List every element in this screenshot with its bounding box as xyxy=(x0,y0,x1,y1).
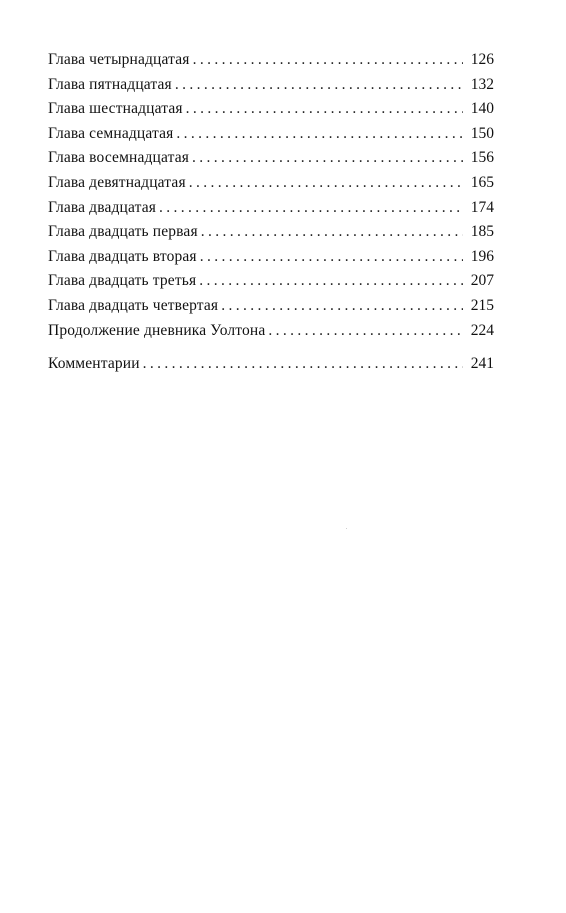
toc-entry-title: Глава двадцать первая xyxy=(48,223,198,241)
toc-entry-title: Глава пятнадцатая xyxy=(48,75,172,93)
toc-entry-title: Глава семнадцатая xyxy=(48,124,174,142)
toc-entry-page: 207 xyxy=(470,272,494,290)
toc-leader-dots xyxy=(176,122,463,147)
toc-entry-page: 140 xyxy=(470,100,494,118)
toc-leader-dots xyxy=(186,97,463,122)
toc-leader-dots xyxy=(193,48,463,73)
toc-leader-dots xyxy=(159,196,463,221)
toc-entry-title: Комментарии xyxy=(48,355,140,373)
toc-entry-page: 174 xyxy=(470,198,494,216)
toc-entry xyxy=(48,196,494,221)
toc-entry-page: 185 xyxy=(470,223,494,241)
paper-speck xyxy=(346,528,347,529)
toc-entry xyxy=(48,146,494,171)
toc-entry-title: Глава двадцатая xyxy=(48,198,157,216)
toc-entry-page: 156 xyxy=(470,149,494,167)
toc-leader-dots xyxy=(268,319,463,344)
toc-leader-dots xyxy=(192,146,463,171)
toc-leader-dots xyxy=(189,171,463,196)
toc-entry xyxy=(48,352,494,377)
toc-leader-dots xyxy=(201,220,463,245)
toc-entry xyxy=(48,220,494,245)
toc-entry-title: Глава шестнадцатая xyxy=(48,100,183,118)
toc-entry xyxy=(48,269,494,294)
toc-entry xyxy=(48,294,494,319)
toc-entry-title: Глава двадцать вторая xyxy=(48,247,197,265)
toc-entry-page: 165 xyxy=(470,173,494,191)
toc-entry-page: 126 xyxy=(470,51,494,68)
toc-entry-page: 150 xyxy=(470,124,494,142)
toc-entry-page: 132 xyxy=(470,75,494,93)
toc-entry xyxy=(48,97,494,122)
toc-entry-page: 196 xyxy=(470,247,494,265)
toc-entry-title: Глава четырнадцатая xyxy=(48,51,190,68)
toc-entry-title: Глава двадцать четвертая xyxy=(48,296,219,314)
toc-entry-page: 215 xyxy=(470,296,494,314)
toc-leader-dots xyxy=(175,73,463,98)
toc-entry xyxy=(48,122,494,147)
toc-entry-page: 241 xyxy=(470,355,494,373)
toc-entry xyxy=(48,73,494,98)
toc-entry-page: 224 xyxy=(470,321,494,339)
toc-entry xyxy=(48,48,494,73)
toc-leader-dots xyxy=(221,294,463,319)
toc-entry xyxy=(48,171,494,196)
toc-entry-title: Глава восемнадцатая xyxy=(48,149,190,167)
toc-entry xyxy=(48,245,494,270)
table-of-contents xyxy=(48,48,494,377)
toc-entry xyxy=(48,319,494,344)
toc-leader-dots xyxy=(199,269,463,294)
toc-entry-title: Глава девятнадцатая xyxy=(48,173,186,191)
toc-entry-title: Глава двадцать третья xyxy=(48,272,197,290)
toc-leader-dots xyxy=(143,352,463,377)
toc-entry-title: Продолжение дневника Уолтона xyxy=(48,321,266,339)
toc-leader-dots xyxy=(200,245,463,270)
